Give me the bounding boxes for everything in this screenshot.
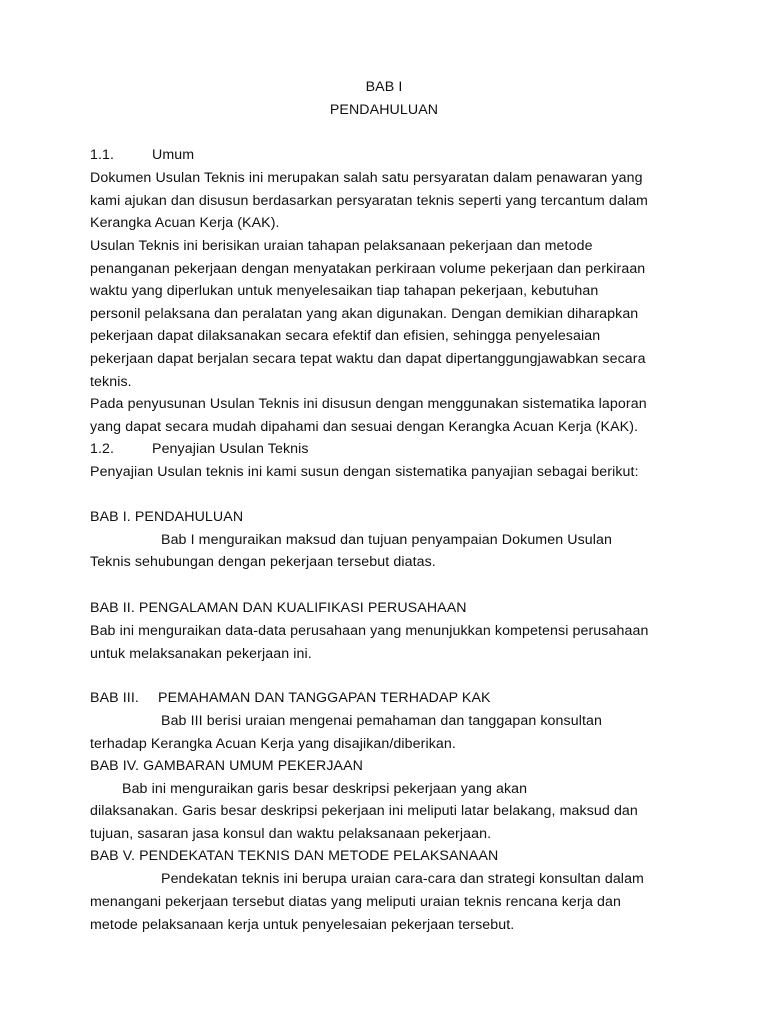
bab-4-heading: BAB IV. GAMBARAN UMUM PEKERJAAN bbox=[90, 758, 363, 774]
paragraph-line: tujuan, sasaran jasa konsul dan waktu pelaksanaan pekerjaan. bbox=[90, 826, 492, 842]
chapter-title: PENDAHULUAN bbox=[329, 102, 439, 118]
paragraph-line: pekerjaan dapat berjalan secara tepat waktu dan dapat dipertanggungjawabkan secara bbox=[90, 351, 646, 367]
bab-3-heading bbox=[90, 691, 491, 705]
paragraph-line: menangani pekerjaan tersebut diatas yang meliputi uraian teknis rencana kerja dan bbox=[90, 894, 622, 910]
paragraph-line: penanganan pekerjaan dengan menyatakan perkiraan volume pekerjaan dan perkiraan bbox=[90, 261, 646, 277]
bab-2-heading: BAB II. PENGALAMAN DAN KUALIFIKASI PERUSAHAAN bbox=[90, 600, 467, 616]
paragraph-line: Bab III berisi uraian mengenai pemahaman dan tanggapan konsultan bbox=[161, 713, 602, 729]
paragraph-line: terhadap Kerangka Acuan Kerja yang disajikan/diberikan. bbox=[90, 736, 456, 752]
paragraph-line: dilaksanakan. Garis besar deskripsi pekerjaan ini meliputi latar belakang, maksud dan bbox=[90, 803, 638, 819]
section-1-2-heading bbox=[90, 442, 309, 456]
bab-1-heading: BAB I. PENDAHULUAN bbox=[90, 509, 244, 525]
bab-number: BAB III. bbox=[90, 690, 139, 706]
bab-title: PEMAHAMAN DAN TANGGAPAN TERHADAP KAK bbox=[158, 690, 491, 706]
paragraph-line: Bab I menguraikan maksud dan tujuan penyampaian Dokumen Usulan bbox=[161, 532, 613, 548]
paragraph-line: untuk melaksanakan pekerjaan ini. bbox=[90, 646, 312, 662]
paragraph-line: Kerangka Acuan Kerja (KAK). bbox=[90, 215, 280, 231]
paragraph-line: kami ajukan dan disusun berdasarkan persyaratan teknis seperti yang tercantum dalam bbox=[90, 193, 648, 209]
chapter-number: BAB I bbox=[365, 79, 403, 95]
paragraph-line: teknis. bbox=[90, 374, 132, 390]
paragraph-line: waktu yang diperlukan untuk menyelesaikan tiap tahapan pekerjaan, kebutuhan bbox=[90, 283, 599, 299]
paragraph-line: metode pelaksanaan kerja untuk penyelesaian pekerjaan tersebut. bbox=[90, 917, 515, 933]
bab-5-heading: BAB V. PENDEKATAN TEKNIS DAN METODE PELAKSANAAN bbox=[90, 848, 499, 864]
section-title: Penyajian Usulan Teknis bbox=[152, 441, 309, 457]
paragraph-line: Usulan Teknis ini berisikan uraian tahapan pelaksanaan pekerjaan dan metode bbox=[90, 238, 593, 254]
paragraph-line: Penyajian Usulan teknis ini kami susun dengan sistematika panyajian sebagai berikut: bbox=[90, 464, 639, 480]
paragraph-line: Dokumen Usulan Teknis ini merupakan salah satu persyaratan dalam penawaran yang bbox=[90, 170, 643, 186]
section-title: Umum bbox=[152, 147, 195, 163]
paragraph-line: Pada penyusunan Usulan Teknis ini disusun dengan menggunakan sistematika laporan bbox=[90, 396, 647, 412]
paragraph-line: Pendekatan teknis ini berupa uraian cara-cara dan strategi konsultan dalam bbox=[161, 871, 644, 887]
paragraph-line: pekerjaan dapat dilaksanakan secara efektif dan efisien, sehingga penyelesaian bbox=[90, 328, 601, 344]
section-1-1-heading bbox=[90, 148, 194, 162]
section-number: 1.1. bbox=[90, 147, 115, 163]
paragraph-line: Bab ini menguraikan data-data perusahaan yang menunjukkan kompetensi perusahaan bbox=[90, 623, 649, 639]
paragraph-line: yang dapat secara mudah dipahami dan sesuai dengan Kerangka Acuan Kerja (KAK). bbox=[90, 419, 639, 435]
section-number: 1.2. bbox=[90, 441, 115, 457]
paragraph-line: Bab ini menguraikan garis besar deskripsi pekerjaan yang akan bbox=[122, 781, 528, 797]
paragraph-line: Teknis sehubungan dengan pekerjaan tersebut diatas. bbox=[90, 554, 436, 570]
paragraph-line: personil pelaksana dan peralatan yang akan digunakan. Dengan demikian diharapkan bbox=[90, 306, 639, 322]
